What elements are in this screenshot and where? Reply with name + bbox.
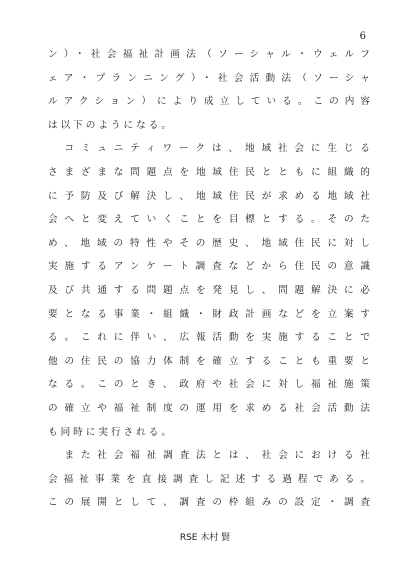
footer-author: RSE 木村 賢 (179, 533, 231, 543)
text-line: 会へと変えていくことを目標とする。そのた (48, 214, 370, 226)
text-line: め、地域の特性やその歴史、地域住民に対し (48, 237, 370, 249)
text-line: なる。このとき、政府や社会に対し福祉施策 (48, 379, 370, 391)
body-text (48, 43, 370, 515)
text-line: 及び共通する問題点を発見し、問題解決に必 (48, 284, 370, 296)
text-line: さまざまな問題点を地域住民とともに組織的 (48, 166, 370, 178)
text-line: は以下のようになる。 (48, 119, 174, 131)
text-line: ルアクション）により成立している。この内容 (48, 96, 370, 108)
text-line: 他の住民の協力体制を確立することも重要と (48, 355, 370, 367)
text-line: コミュニティワークは、地域社会に生じる (48, 143, 370, 155)
text-line: に予防及び解決し、地域住民が求める地域社 (48, 190, 370, 202)
text-line: 会福祉事業を直接調査し記述する過程である。 (48, 473, 370, 485)
text-line: この展開として、調査の枠組みの設定・調査 (48, 497, 370, 509)
page-number: 6 (359, 31, 366, 42)
text-line: 実施するアンケート調査などから住民の意識 (48, 261, 370, 273)
text-line: ン）・社会福祉計画法（ソーシャル・ウェルフ (48, 49, 370, 60)
text-line: 要となる事業・組織・財政計画などを立案す (48, 308, 370, 320)
text-line: また社会福祉調査法とは、社会における社 (48, 450, 370, 462)
text-line: の確立や福祉制度の運用を求める社会活動法 (48, 402, 370, 414)
text-line: ェア・プランニング）・社会活動法（ソーシャ (48, 72, 370, 84)
text-line: も同時に実行される。 (48, 426, 174, 438)
text-line: る。これに伴い、広報活動を実施することで (48, 332, 370, 344)
